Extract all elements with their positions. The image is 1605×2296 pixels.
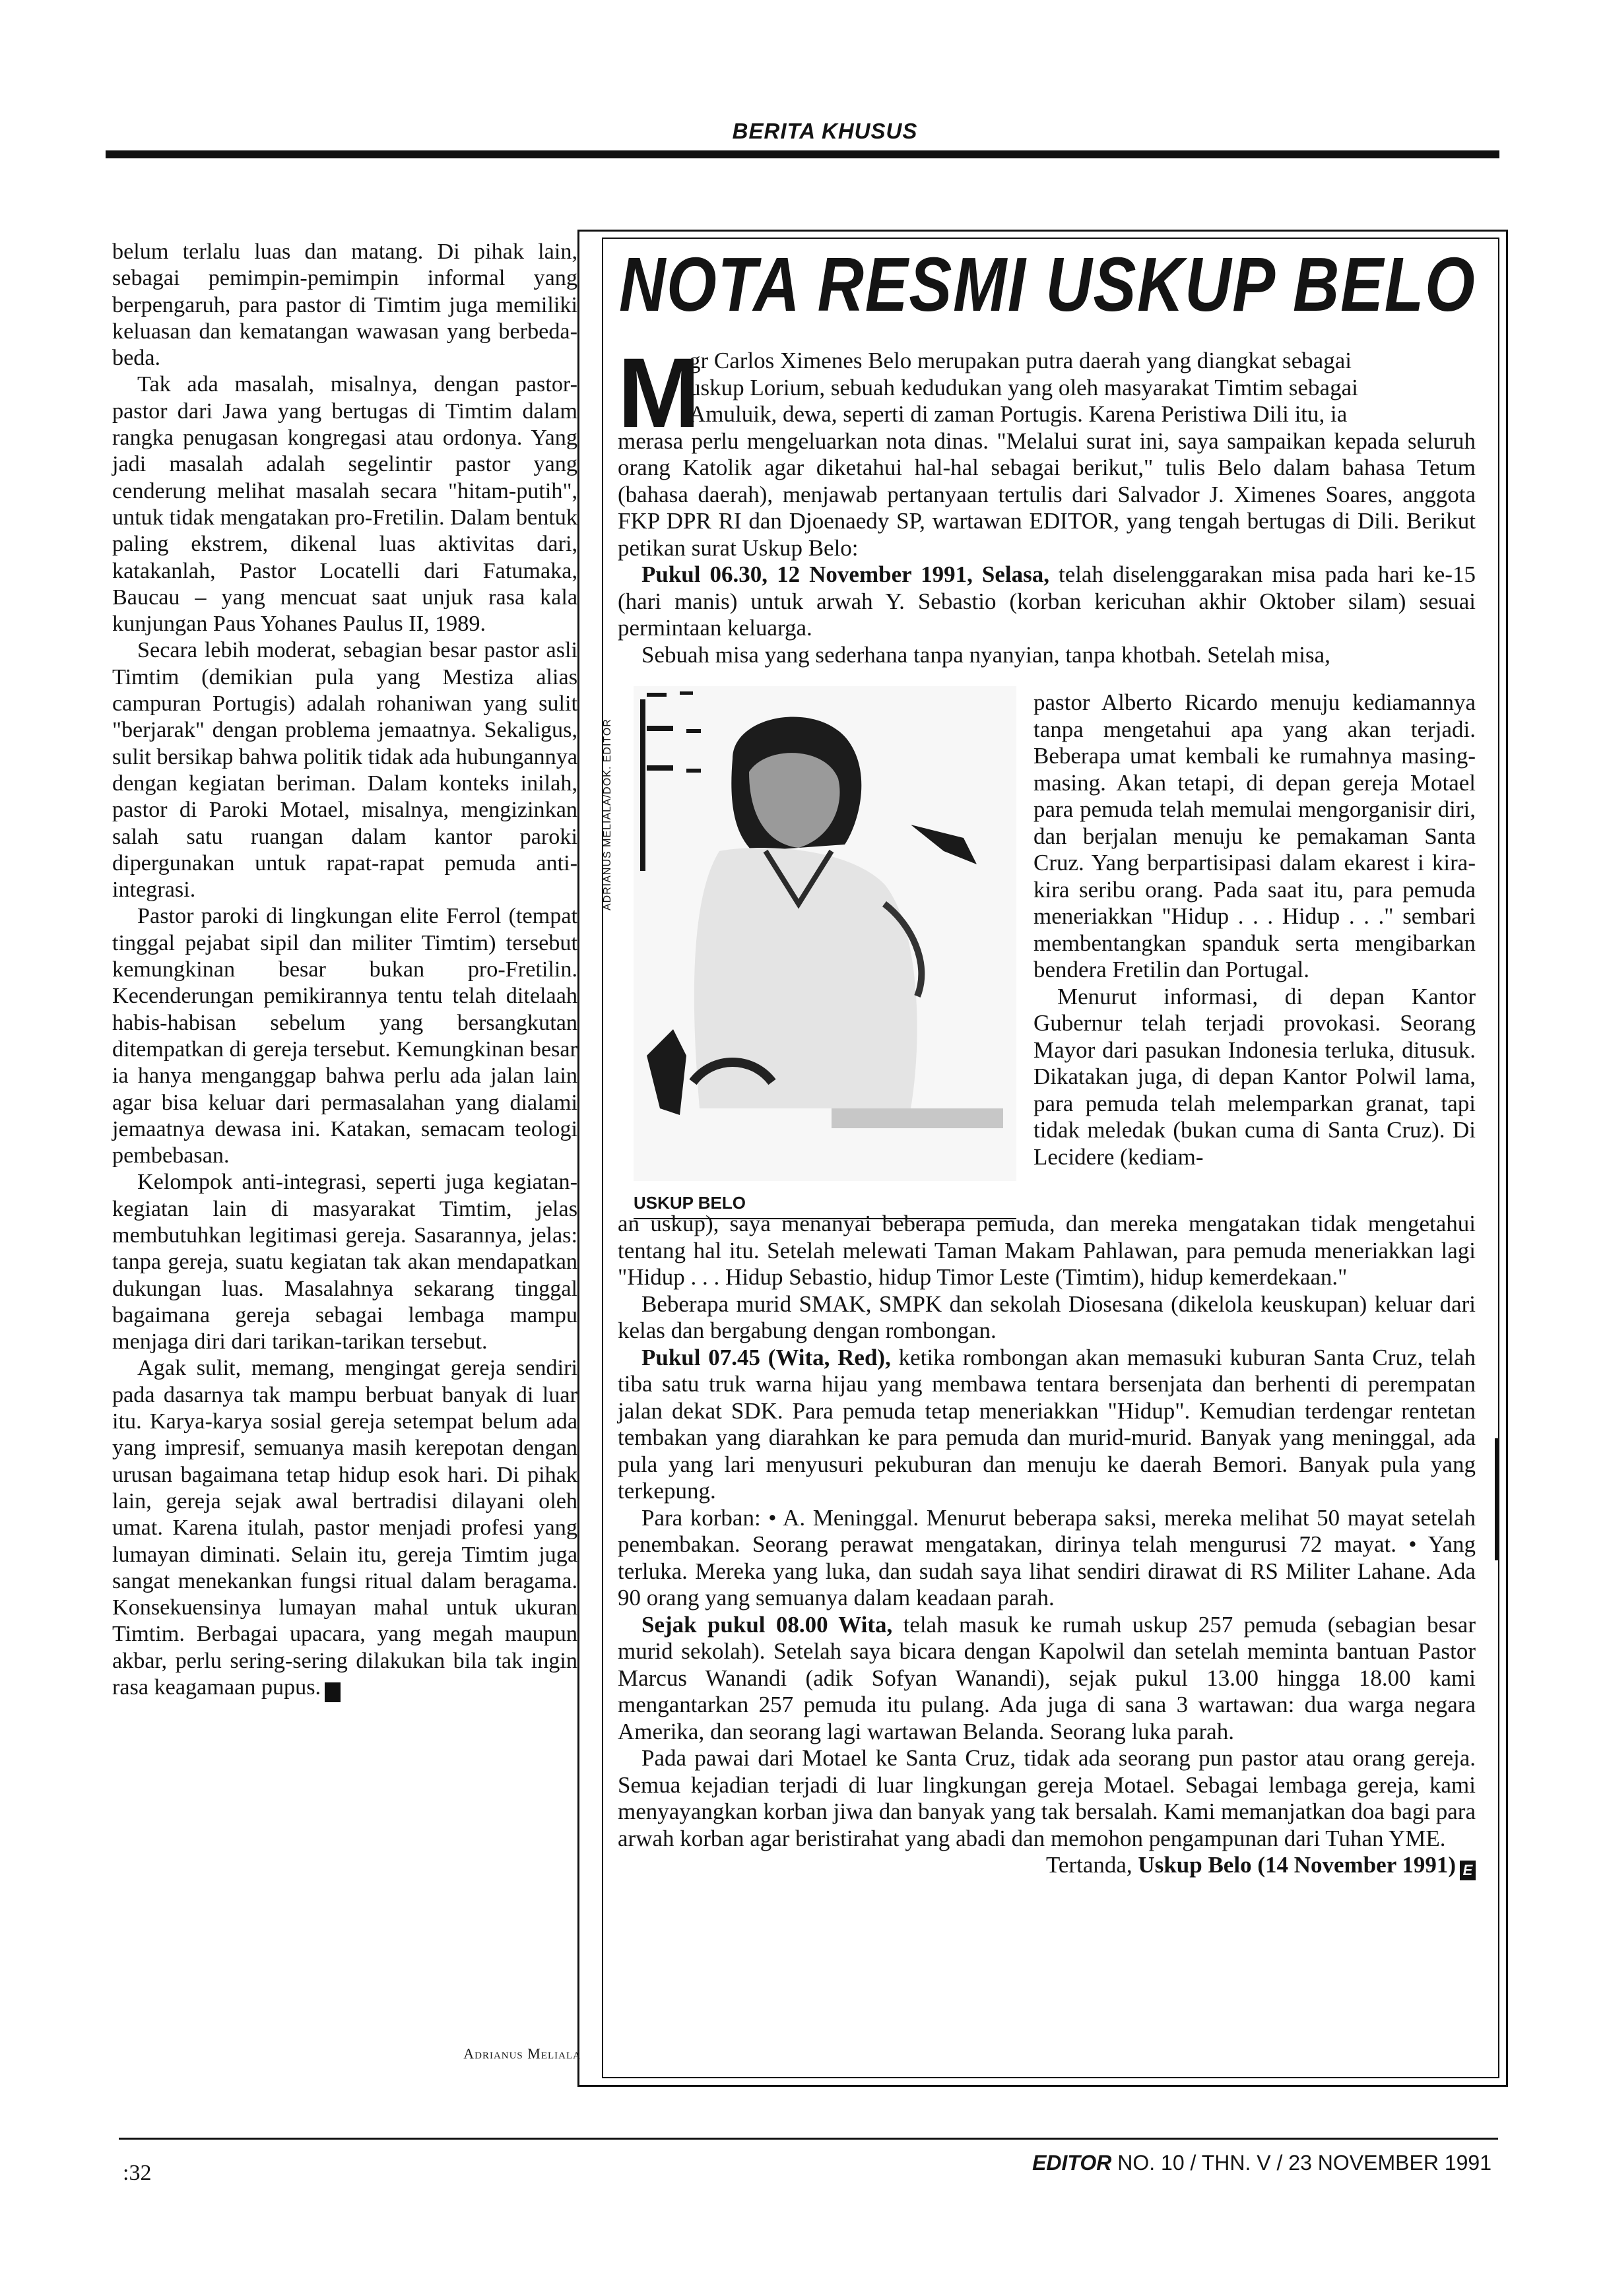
box-bottom-paragraph-3-text: ketika rombongan akan memasuki kuburan Santa Cruz, telah tiba satu truk warna hijau yang membawa tentara bersenjata dan berhenti di perempatan jalan dekat SDK. Para pemuda tetap meneriakkan "Hidup". Kemudian terdengar rentetan tembakan yang diarahkan ke para pemuda dan murid-murid. Banyak yang meninggal, ada pula yang lari menyusuri pekuburan dan menuju ke daerah Bemori. Banyak pula yang terkepung. xyxy=(618,1344,1476,1504)
intro-line-1: gr Carlos Ximenes Belo merupakan putra daerah yang diangkat sebagai xyxy=(689,348,1352,373)
box-bottom-paragraph-1: an uskup), saya menanyai beberapa pemuda, dan mereka mengatakan tidak mengetahui tentang hal itu. Setelah melewati Taman Makam Pahlawan, para pemuda meneriakkan lagi "Hidup . . . Hidup Sebastio, hidup Timor Leste (Timtim), hidup kemerdekaan." xyxy=(618,1211,1476,1290)
photo-credit: ADRIANUS MELIALA/DOK. EDITOR xyxy=(602,718,613,911)
photo-caption: USKUP BELO xyxy=(634,1193,746,1213)
left-paragraph-1: belum terlalu luas dan matang. Di pihak lain, sebagai pemimpin-pemimpin informal yang berpengaruh, para pastor di Timtim juga memiliki keluasan dan kematangan wawasan yang berbeda-beda. xyxy=(112,239,577,371)
intro-line-2: uskup Lorium, sebuah kedudukan yang oleh masyarakat Timtim sebagai xyxy=(689,374,1358,400)
box-end-mark-icon: E xyxy=(1460,1861,1476,1880)
issue-info: NO. 10 / THN. V / 23 NOVEMBER 1991 xyxy=(1117,2151,1491,2175)
left-paragraph-6 xyxy=(112,1355,577,1702)
left-paragraph-3: Secara lebih moderat, sebagian besar pastor asli Timtim (demikian pula yang Mestiza alias campuran Portugis) adalah rohaniwan yang sulit "berjarak" dengan problema jemaatnya. Sekaligus, sulit bersikap bahwa politik tidak ada hubungannya dengan kegiatan beriman. Dalam konteks inilah, pastor di Paroki Motael, misalnya, mengizinkan salah satu ruangan dalam kantor paroki dipergunakan untuk rapat-rapat pemuda anti-integrasi. xyxy=(112,638,577,903)
box-bottom-paragraph-5-text: telah masuk ke rumah uskup 257 pemuda (sebagian besar murid sekolah). Setelah saya bicara dengan Kapolwil dan setelah meminta bantuan Pastor Marcus Wanandi (adik Sofyan Wanandi), sejak pukul 13.00 hingga 18.00 kami mengantarkan 257 pemuda itu pulang. Ada juga di sana 3 wartawan: dua warga negara Amerika, dan seorang lagi wartawan Belanda. Seorang luka parah. xyxy=(618,1611,1476,1744)
box-paragraph-2-top: Sebuah misa yang sederhana tanpa nyanyian, tanpa khotbah. Setelah misa, xyxy=(641,641,1330,668)
dropcap: M xyxy=(618,337,700,448)
intro-line-3: Amuluik, dewa, seperti di zaman Portugis. Karena Peristiwa Dili itu, ia xyxy=(689,401,1348,427)
signoff-prefix: Tertanda, xyxy=(1046,1852,1132,1878)
footer-rule xyxy=(119,2138,1498,2140)
intro-rest: merasa perlu mengeluarkan nota dinas. "Melalui surat ini, saya sampaikan kepada seluruh orang Katolik agar diketahui hal-hal sebagai berikut," tulis Belo dalam bahasa Tetum (bahasa daerah), menjawab pertanyaan tertulis dari Salvador J. Ximenes Soares, anggota FKP DPR RI dan Djoenaedy SP, wartawan EDITOR, yang tengah bertugas di Dili. Berikut petikan surat Uskup Belo: xyxy=(618,428,1476,561)
box-bottom-paragraph-2: Beberapa murid SMAK, SMPK dan sekolah Diosesana (dikelola keuskupan) keluar dari kelas dan bergabung dengan rombongan. xyxy=(618,1291,1476,1343)
box-intro xyxy=(618,337,1476,668)
box-edge-bar xyxy=(1495,1438,1499,1560)
box-bottom-paragraph-6: Pada pawai dari Motael ke Santa Cruz, tidak ada seorang pun pastor atau orang gereja. Semua kejadian terjadi di luar lingkungan gereja Motael. Sebagai lembaga gereja, kami menyayangkan korban jiwa dan banyak yang tak bersalah. Kami memanjatkan doa bagi para arwah korban agar beristirahat yang abadi dan memohon pengampunan dari Tuhan YME. xyxy=(618,1745,1476,1851)
byline: Adrianus Meliala xyxy=(463,2045,581,2062)
footer xyxy=(1030,2151,1491,2175)
header-rule xyxy=(106,150,1499,158)
box-bottom-paragraph-5 xyxy=(618,1612,1476,1746)
page-number: :32 xyxy=(123,2161,152,2185)
time-0745: Pukul 07.45 (Wita, Red), xyxy=(641,1344,891,1370)
box-right-paragraph-1: pastor Alberto Ricardo menuju kediamannya tanpa mengetahui apa yang akan terjadi. Beberapa umat kembali ke rumahnya masing-masing. Akan tetapi, di depan gereja Motael para pemuda telah memulai mengorganisir diri, dan berjalan menuju ke pemakaman Santa Cruz. Yang berpartisipasi dalam ekarest i kira-kira seribu orang. Pada saat itu, para pemuda meneriakkan "Hidup . . . Hidup . . ." sembari membentangkan spanduk serta mengibarkan bendera Fretilin dan Portugal. xyxy=(1033,689,1476,982)
left-paragraph-5: Kelompok anti-integrasi, seperti juga kegiatan-kegiatan lain di masyarakat Timtim, jelas membutuhkan legitimasi gereja. Sasarannya, jelas: tanpa gereja, suatu kegiatan tak akan mendapatkan dukungan luas. Masalahnya sekarang tinggal bagaimana gereja sebagai lembaga mampu menjaga diri dari tarikan-tarikan tersebut. xyxy=(112,1170,577,1355)
box-right-column xyxy=(1033,689,1476,1170)
left-column xyxy=(112,239,577,1702)
photo-uskup-belo xyxy=(634,686,1016,1181)
box-title: NOTA RESMI USKUP BELO xyxy=(619,241,1476,327)
end-mark-icon: E xyxy=(325,1682,341,1702)
box-paragraph-1-text: telah diselenggarakan misa pada hari ke-15 (hari manis) untuk arwah Y. Sebastio (korban kericuhan akhir Oktober silam) sesuai permintaan keluarga. xyxy=(618,561,1476,641)
left-paragraph-2: Tak ada masalah, misalnya, dengan pastor-pastor dari Jawa yang bertugas di Timtim dalam rangka penugasan kongregasi atau ordonya. Yang jadi masalah adalah segelintir pastor yang cenderung melihat masalah secara "hitam-putih", untuk tidak mengatakan pro-Fretilin. Dalam bentuk paling ekstrem, dikenal luas aktivitas dari, katakanlah, Pastor Locatelli dari Fatumaka, Baucau – yang mencuat saat unjuk rasa kala kunjungan Paus Yohanes Paulus II, 1989. xyxy=(112,372,577,637)
box-bottom-paragraph-4: Para korban: • A. Meninggal. Menurut beberapa saksi, mereka melihat 50 mayat setelah penembakan. Seorang perawat mengatakan, dirinya telah mengurusi 72 mayat. • Yang terluka. Mereka yang luka, dan sudah saya lihat sendiri dirawat di RS Militer Lahane. Ada 90 orang yang semuanya dalam keadaan parah. xyxy=(618,1504,1476,1610)
time-0800: Sejak pukul 08.00 Wita, xyxy=(641,1611,893,1638)
time-0630: Pukul 06.30, 12 November 1991, Selasa, xyxy=(641,561,1049,587)
box-paragraph-1 xyxy=(618,561,1476,642)
signoff-name: Uskup Belo (14 November 1991) xyxy=(1138,1852,1456,1878)
left-paragraph-6-text: Agak sulit, memang, mengingat gereja sendiri pada dasarnya tak mampu berbuat banyak di luar itu. Karya-karya sosial gereja setempat belum ada yang impresif, semuanya masih kerepotan dengan urusan bagaimana tetap hidup esok hari. Di pihak lain, gereja sejak awal bertradisi dilayani oleh umat. Karena itulah, pastor menjadi profesi yang lumayan diminati. Selain itu, gereja Timtim juga sangat menekankan fungsi ritual dalam beragama. Konsekuensinya lumayan mahal untuk ukuran Timtim. Berbagai upacara, yang megah maupun akbar, perlu sering-sering dilakukan bila tak ingin rasa keagamaan pupus. xyxy=(112,1356,577,1700)
box-bottom-text xyxy=(618,1211,1476,1880)
signoff xyxy=(618,1852,1476,1880)
box-right-paragraph-2: Menurut informasi, di depan Kantor Gubernur telah terjadi provokasi. Seorang Mayor dari pasukan Indonesia terluka, ditusuk. Dikatakan juga, di depan Kantor Polwil lama, para pemuda telah melemparkan granat, tapi tidak meledak (bukan cuma di Santa Cruz). Di Lecidere (kediam- xyxy=(1033,983,1476,1170)
box-bottom-paragraph-3 xyxy=(618,1345,1476,1505)
left-paragraph-4: Pastor paroki di lingkungan elite Ferrol (tempat tinggal pejabat sipil dan militer Timtim) tersebut kemungkinan besar bukan pro-Fretilin. Kecenderungan pemikirannya tentu telah ditelaah habis-habisan sebelum yang bersangkutan ditempatkan di gereja tersebut. Kemungkinan besar ia hanya menganggap bahwa perlu ada jalan lain agar bisa keluar dari permasalahan yang dialami jemaatnya dewasa ini. Katakan, semacam teologi pembebasan. xyxy=(112,904,577,1168)
magazine-name: EDITOR xyxy=(1032,2151,1112,2175)
section-header: BERITA KHUSUS xyxy=(732,119,918,143)
